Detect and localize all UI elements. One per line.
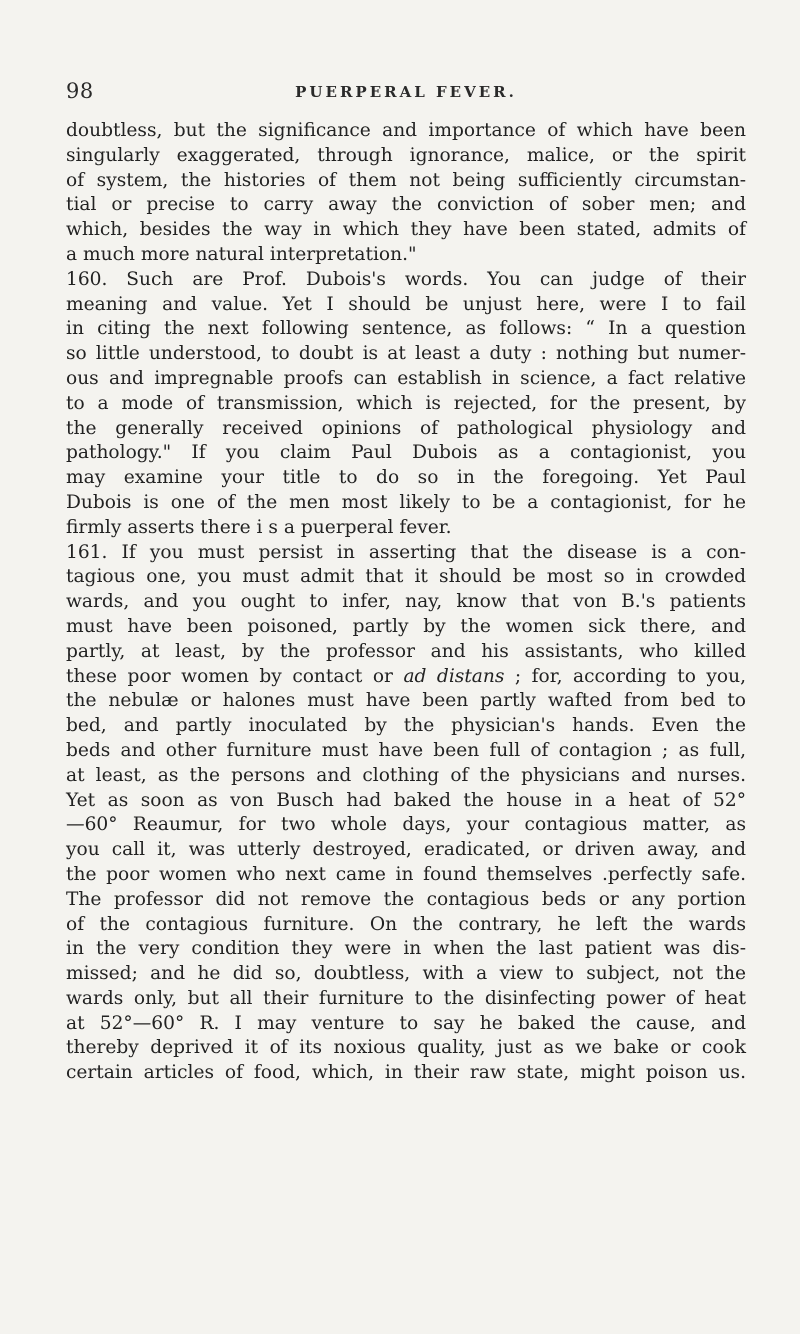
- text-line: of system, the histories of them not being sufficiently circumstan-: [66, 169, 746, 191]
- text-line: the nebulæ or halones must have been partly wafted from bed to: [66, 690, 746, 712]
- latin-phrase: ad distans: [403, 665, 505, 687]
- text-line: 160. Such are Prof. Dubois's words. You can judge of their: [66, 268, 746, 290]
- text-line: which, besides the way in which they have been stated, admits of: [66, 219, 746, 241]
- text-line: thereby deprived it of its noxious quality, just as we bake or cook: [66, 1037, 746, 1059]
- text-line: tial or precise to carry away the conviction of sober men; and: [66, 194, 746, 216]
- text-line: Dubois is one of the men most likely to be a contagionist, for he: [66, 491, 746, 513]
- text-line: these poor women by contact or ad distans ; for, according to you,: [66, 665, 746, 687]
- text-line: The professor did not remove the contagious beds or any portion: [66, 888, 746, 910]
- text-line: must have been poisoned, partly by the women sick there, and: [66, 615, 746, 637]
- text-line: meaning and value. Yet I should be unjust here, were I to fail: [66, 293, 746, 315]
- text-line: firmly asserts there i s a puerperal fever.: [66, 516, 452, 538]
- text-line: certain articles of food, which, in their raw state, might poison us.: [66, 1062, 746, 1084]
- text-line: singularly exaggerated, through ignorance, malice, or the spirit: [66, 144, 746, 166]
- text-line: of the contagious furniture. On the contrary, he left the wards: [66, 913, 746, 935]
- running-title: PUERPERAL FEVER.: [295, 83, 517, 101]
- text-line: the poor women who next came in found themselves .perfectly safe.: [66, 863, 746, 885]
- text-line: may examine your title to do so in the foregoing. Yet Paul: [66, 467, 746, 489]
- text-line: to a mode of transmission, which is rejected, for the present, by: [66, 392, 746, 414]
- page-number: 98: [66, 79, 94, 103]
- text-line: at least, as the persons and clothing of the physicians and nurses.: [66, 764, 746, 786]
- text-line: wards, and you ought to infer, nay, know that von B.'s patients: [66, 591, 746, 613]
- text-line: the generally received opinions of pathological physiology and: [66, 417, 746, 439]
- text-line: ous and impregnable proofs can establish in science, a fact relative: [66, 367, 746, 389]
- text-line: wards only, but all their furniture to the disinfecting power of heat: [66, 987, 746, 1009]
- text-line: partly, at least, by the professor and his assistants, who killed: [66, 640, 746, 662]
- text-line: so little understood, to doubt is at least a duty : nothing but numer-: [66, 343, 746, 365]
- text-line: a much more natural interpretation.": [66, 243, 417, 265]
- text-line: —60° Reaumur, for two whole days, your contagious matter, as: [66, 814, 746, 836]
- text-line: in citing the next following sentence, as follows: “ In a question: [66, 318, 746, 340]
- text-line: you call it, was utterly destroyed, eradicated, or driven away, and: [66, 839, 746, 861]
- text-line: missed; and he did so, doubtless, with a view to subject, not the: [66, 963, 746, 985]
- text-line: Yet as soon as von Busch had baked the house in a heat of 52°: [66, 789, 746, 811]
- body-text: [66, 119, 746, 1086]
- text-line: 161. If you must persist in asserting that the disease is a con-: [66, 541, 746, 563]
- text-line: pathology." If you claim Paul Dubois as a contagionist, you: [66, 442, 746, 464]
- text-line: bed, and partly inoculated by the physician's hands. Even the: [66, 715, 746, 737]
- running-head: [66, 79, 746, 107]
- text-line: doubtless, but the significance and importance of which have been: [66, 120, 746, 141]
- text-line: beds and other furniture must have been full of contagion ; as full,: [66, 739, 746, 761]
- text-line: at 52°—60° R. I may venture to say he baked the cause, and: [66, 1012, 746, 1034]
- text-line: in the very condition they were in when the last patient was dis-: [66, 938, 746, 960]
- text-line: tagious one, you must admit that it should be most so in crowded: [66, 566, 746, 588]
